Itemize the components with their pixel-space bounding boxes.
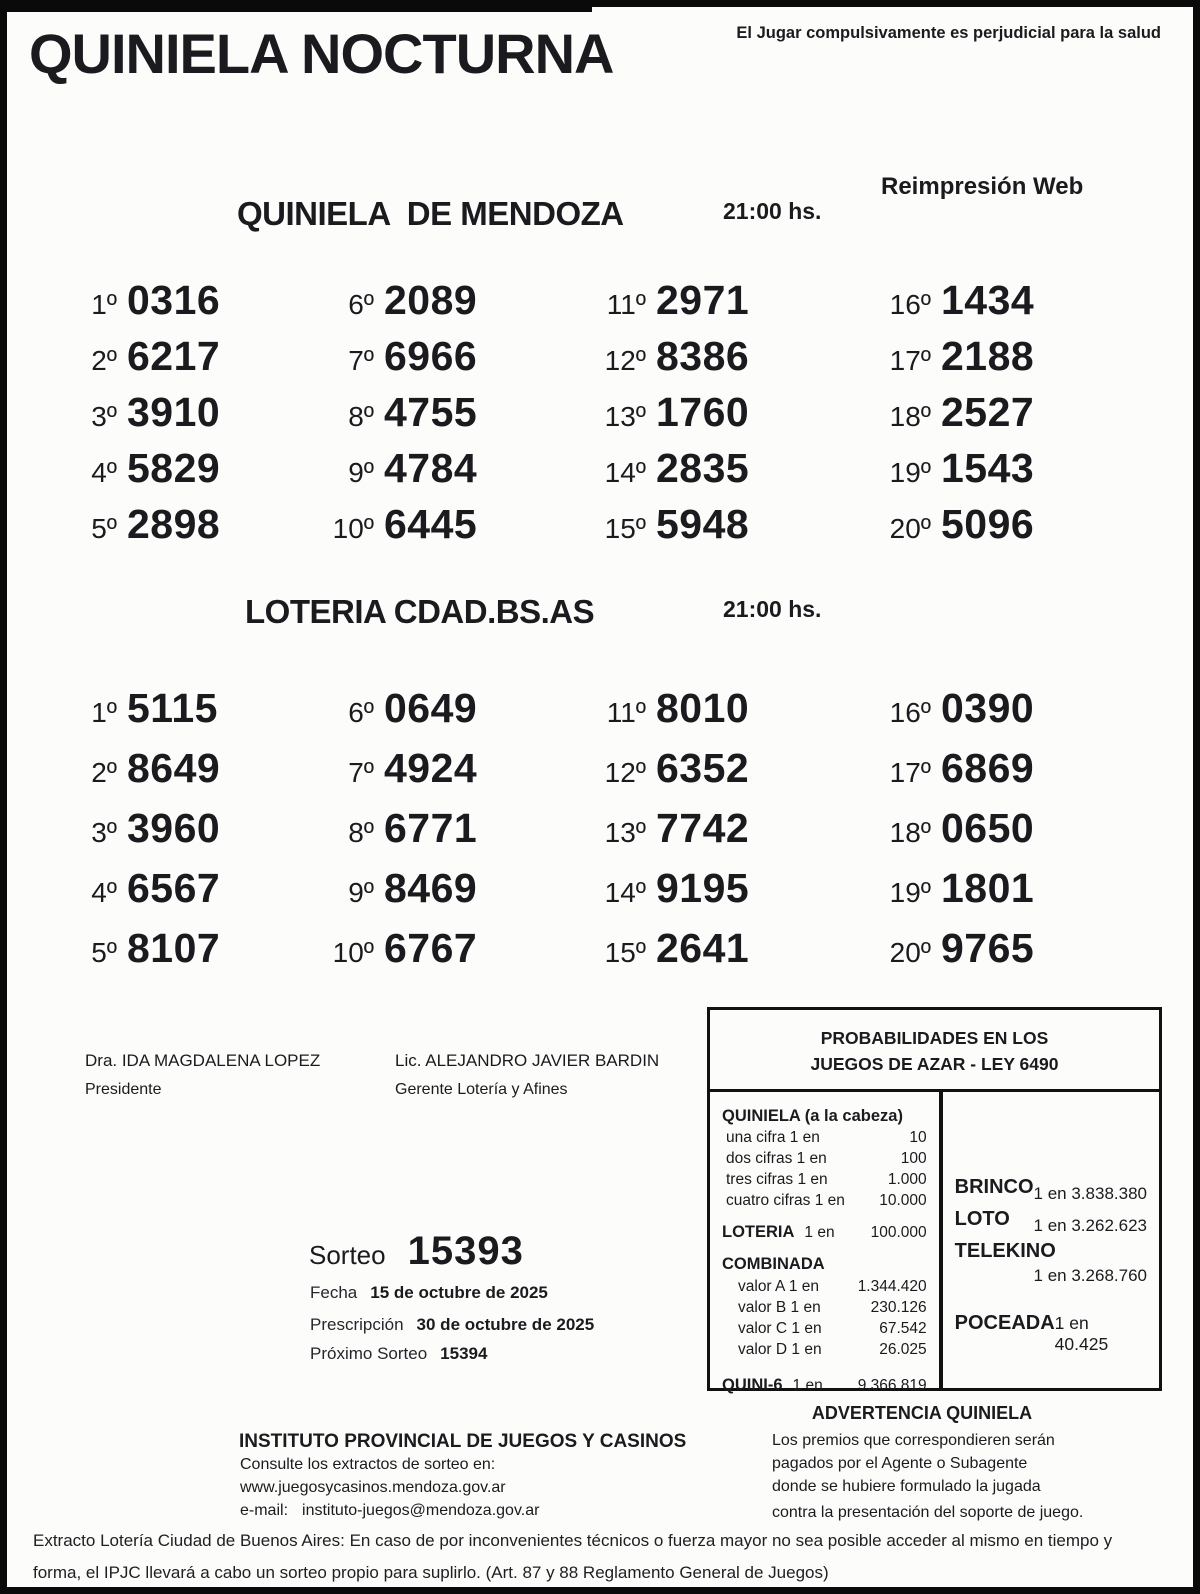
odds-value: 100 (900, 1150, 927, 1167)
odds-value: 1.344.420 (857, 1278, 927, 1295)
result-cell (584, 801, 869, 861)
result-cell (869, 497, 1034, 553)
quini6-value: 9.366.819 (857, 1377, 927, 1394)
section-title-caba: LOTERIA CDAD.BS.AS (245, 593, 595, 630)
combinada-rows (722, 1276, 927, 1360)
section-time-mendoza: 21:00 hs. (723, 198, 822, 224)
reprint-web-label: Reimpresión Web (881, 173, 1084, 200)
section-title-mendoza: QUINIELA DE MENDOZA (237, 195, 624, 232)
probabilities-title-line1: PROBABILIDADES EN LOS (820, 1028, 1049, 1048)
game-name: BRINCO (954, 1176, 1034, 1198)
official-name: Lic. ALEJANDRO JAVIER BARDIN (395, 1051, 660, 1070)
result-position: 2º (91, 757, 117, 788)
result-position: 3º (91, 401, 117, 432)
game-name: TELEKINO (954, 1240, 1056, 1262)
result-number: 0316 (127, 277, 221, 323)
result-number: 1760 (656, 389, 750, 435)
result-cell (312, 497, 584, 553)
odds-label: valor B 1 en (738, 1299, 821, 1316)
draw-date-row (310, 1283, 548, 1303)
proximo-sorteo-label: Próximo Sorteo (310, 1344, 428, 1363)
result-number: 6771 (384, 805, 478, 851)
draw-prescription-row (310, 1315, 594, 1335)
odds-value: 10.000 (879, 1192, 927, 1209)
probabilities-right-column (943, 1092, 1159, 1388)
probabilities-box (707, 1007, 1162, 1394)
advertencia-line: Los premios que correspondieren serán (772, 1432, 1055, 1449)
sorteo-number: 15393 (407, 1229, 524, 1273)
official-role: Presidente (85, 1081, 162, 1098)
result-number: 2089 (384, 277, 478, 323)
result-number: 1434 (941, 277, 1035, 323)
result-number: 9765 (941, 925, 1035, 971)
loteria-mid: 1 en (804, 1224, 835, 1241)
result-cell (584, 385, 869, 441)
result-number: 5948 (656, 501, 750, 547)
result-number: 9195 (656, 865, 750, 911)
result-number: 8649 (127, 745, 221, 791)
official-name: Dra. IDA MAGDALENA LOPEZ (85, 1051, 321, 1070)
result-number: 6767 (384, 925, 478, 971)
result-cell (312, 441, 584, 497)
result-number: 5096 (941, 501, 1035, 547)
result-number: 8469 (384, 865, 478, 911)
quiniela-rows (722, 1127, 927, 1211)
result-number: 4784 (384, 445, 478, 491)
result-position: 19º (889, 877, 931, 908)
result-cell (584, 273, 869, 329)
result-cell (312, 801, 584, 861)
result-position: 20º (889, 513, 931, 544)
institute-email: instituto-juegos@mendoza.gov.ar (302, 1502, 540, 1519)
combinada-header: COMBINADA (722, 1255, 825, 1273)
results-grid-mendoza (55, 273, 1034, 553)
result-number: 2971 (656, 277, 750, 323)
result-number: 1801 (941, 865, 1035, 911)
result-number: 5829 (127, 445, 221, 491)
odds-label: dos cifras 1 en (726, 1150, 827, 1167)
result-cell (584, 921, 869, 981)
next-draw-row (310, 1344, 487, 1364)
result-cell (312, 385, 584, 441)
result-cell (584, 741, 869, 801)
result-number: 2188 (941, 333, 1035, 379)
institute-name: INSTITUTO PROVINCIAL DE JUEGOS Y CASINOS (239, 1431, 687, 1452)
result-position: 14º (604, 457, 646, 488)
quini6-odds-row (722, 1376, 927, 1395)
probabilities-left-column (710, 1092, 943, 1394)
result-position: 5º (91, 937, 117, 968)
odds-value: 67.542 (879, 1320, 927, 1337)
sorteo-label: Sorteo (309, 1240, 386, 1270)
result-cell (584, 329, 869, 385)
odds-label: una cifra 1 en (726, 1129, 820, 1146)
result-position: 18º (889, 401, 931, 432)
result-number: 6567 (127, 865, 221, 911)
result-number: 7742 (656, 805, 750, 851)
result-cell (312, 741, 584, 801)
result-position: 11º (606, 697, 646, 728)
advertencia-line: pagados por el Agente o Subagente (772, 1455, 1028, 1472)
game-odds-row (954, 1208, 1149, 1235)
game-name: LOTO (954, 1208, 1010, 1230)
result-cell (55, 861, 312, 921)
result-cell (55, 273, 312, 329)
result-number: 4924 (384, 745, 478, 791)
advertencia-line: donde se hubiere formulado la jugada (772, 1478, 1041, 1495)
result-position: 17º (889, 345, 931, 376)
game-name: POCEADA (954, 1312, 1055, 1334)
odds-value: 1.000 (887, 1171, 927, 1188)
result-number: 6352 (656, 745, 750, 791)
odds-row (722, 1318, 927, 1339)
game-odds (955, 1240, 1149, 1286)
game-odds (954, 1208, 1149, 1235)
draw-number-row (309, 1229, 524, 1274)
advertencia-title: ADVERTENCIA QUINIELA (811, 1403, 1033, 1423)
odds-row (722, 1127, 927, 1148)
institute-email-row (240, 1502, 539, 1520)
result-position: 6º (348, 697, 374, 728)
game-odds (955, 1312, 1149, 1355)
result-position: 9º (348, 877, 374, 908)
result-number: 8107 (127, 925, 221, 971)
result-cell (869, 385, 1034, 441)
page-title: QUINIELA NOCTURNA (29, 22, 614, 85)
result-position: 19º (889, 457, 931, 488)
email-label: e-mail: (240, 1502, 289, 1519)
odds-value: 10 (909, 1129, 927, 1146)
result-number: 3910 (127, 389, 221, 435)
result-position: 11º (606, 289, 646, 320)
result-number: 2835 (656, 445, 750, 491)
result-cell (869, 329, 1034, 385)
result-cell (312, 329, 584, 385)
odds-row (722, 1190, 927, 1211)
game-odds-row (954, 1176, 1149, 1203)
result-position: 12º (604, 345, 646, 376)
result-cell (869, 681, 1034, 741)
result-cell (55, 329, 312, 385)
result-cell (869, 741, 1034, 801)
result-cell (584, 441, 869, 497)
footer-note-line1: Extracto Lotería Ciudad de Buenos Aires: En caso de por inconvenientes técnicos o fuerza mayor no sea posible acceder al mismo en tiempo y (33, 1531, 1113, 1550)
odds-row (722, 1297, 927, 1318)
institute-website: www.juegosycasinos.mendoza.gov.ar (240, 1479, 506, 1496)
loteria-odds-row (722, 1223, 927, 1242)
result-cell (55, 741, 312, 801)
odds-row (722, 1169, 927, 1190)
advertencia-line: contra la presentación del soporte de juego. (772, 1504, 1084, 1521)
odds-value: 26.025 (879, 1341, 927, 1358)
result-cell (869, 801, 1034, 861)
quiniela-header: QUINIELA (a la cabeza) (722, 1107, 903, 1125)
result-position: 9º (348, 457, 374, 488)
result-number: 4755 (384, 389, 478, 435)
result-cell (312, 681, 584, 741)
result-number: 5115 (127, 685, 218, 731)
result-cell (584, 681, 869, 741)
proximo-sorteo-value: 15394 (440, 1344, 488, 1363)
result-cell (55, 441, 312, 497)
result-cell (869, 441, 1034, 497)
advertencia-text (772, 1429, 1102, 1524)
game-odds-value: 1 en 40.425 (1054, 1313, 1109, 1354)
result-cell (55, 801, 312, 861)
result-number: 3960 (127, 805, 221, 851)
result-position: 8º (348, 401, 374, 432)
result-position: 4º (91, 877, 117, 908)
prescripcion-value: 30 de octubre de 2025 (416, 1315, 595, 1334)
result-position: 16º (889, 289, 931, 320)
odds-value: 230.126 (870, 1299, 927, 1316)
result-position: 6º (348, 289, 374, 320)
result-cell (869, 273, 1034, 329)
result-number: 0649 (384, 685, 478, 731)
odds-row (722, 1276, 927, 1297)
result-position: 4º (91, 457, 117, 488)
result-position: 16º (889, 697, 931, 728)
result-cell (312, 273, 584, 329)
result-position: 1º (91, 289, 117, 320)
result-position: 18º (889, 817, 931, 848)
result-position: 13º (604, 817, 646, 848)
odds-label: tres cifras 1 en (726, 1171, 828, 1188)
game-odds-value: 1 en 3.268.760 (1033, 1266, 1147, 1285)
fecha-label: Fecha (310, 1283, 358, 1302)
odds-label: valor A 1 en (738, 1278, 820, 1295)
probabilities-body (710, 1092, 1159, 1394)
result-position: 5º (91, 513, 117, 544)
result-position: 2º (91, 345, 117, 376)
quini6-label: QUINI-6 (722, 1376, 783, 1394)
result-cell (584, 861, 869, 921)
result-number: 8010 (656, 685, 750, 731)
odds-label: valor D 1 en (738, 1341, 822, 1358)
result-position: 7º (348, 345, 374, 376)
results-grid-caba (55, 681, 1034, 981)
result-position: 3º (91, 817, 117, 848)
result-number: 2527 (941, 389, 1035, 435)
result-number: 0650 (941, 805, 1035, 851)
result-number: 6966 (384, 333, 478, 379)
result-position: 7º (348, 757, 374, 788)
game-odds-value: 1 en 3.262.623 (1033, 1216, 1147, 1235)
result-cell (55, 921, 312, 981)
result-position: 17º (889, 757, 931, 788)
result-number: 2898 (127, 501, 221, 547)
probabilities-title-line2: JUEGOS DE AZAR - LEY 6490 (810, 1054, 1059, 1074)
loteria-label: LOTERIA (722, 1223, 795, 1241)
result-position: 8º (348, 817, 374, 848)
game-odds-value: 1 en 3.838.380 (1033, 1184, 1147, 1203)
probabilities-title (710, 1010, 1159, 1092)
result-cell (55, 497, 312, 553)
odds-row (722, 1148, 927, 1169)
result-position: 15º (604, 513, 646, 544)
institute-intro: Consulte los extractos de sorteo en: (240, 1456, 496, 1473)
odds-row (722, 1339, 927, 1360)
result-cell (312, 921, 584, 981)
result-cell (55, 385, 312, 441)
result-number: 8386 (656, 333, 750, 379)
top-border-accent (0, 0, 592, 12)
result-position: 10º (332, 513, 374, 544)
fecha-value: 15 de octubre de 2025 (370, 1283, 548, 1302)
section-time-caba: 21:00 hs. (723, 596, 822, 622)
result-number: 2641 (656, 925, 750, 971)
loteria-value: 100.000 (870, 1224, 927, 1241)
footer-note-line2: forma, el IPJC llevará a cabo un sorteo propio para suplirlo. (Art. 87 y 88 Reglamento General de Juegos) (33, 1563, 829, 1582)
prescripcion-label: Prescripción (310, 1315, 404, 1334)
result-cell (869, 921, 1034, 981)
game-odds (954, 1176, 1149, 1203)
result-cell (312, 861, 584, 921)
result-position: 1º (91, 697, 117, 728)
result-position: 10º (332, 937, 374, 968)
result-position: 13º (604, 401, 646, 432)
result-number: 0390 (941, 685, 1035, 731)
health-warning: El Jugar compulsivamente es perjudicial para la salud (736, 24, 1161, 42)
official-role: Gerente Lotería y Afines (395, 1081, 568, 1098)
result-cell (584, 497, 869, 553)
result-position: 20º (889, 937, 931, 968)
result-position: 14º (604, 877, 646, 908)
result-position: 12º (604, 757, 646, 788)
odds-label: cuatro cifras 1 en (726, 1192, 845, 1209)
quini6-mid: 1 en (792, 1377, 823, 1394)
result-number: 6869 (941, 745, 1035, 791)
result-cell (55, 681, 312, 741)
result-number: 6445 (384, 501, 478, 547)
result-position: 15º (604, 937, 646, 968)
result-number: 6217 (127, 333, 221, 379)
result-number: 1543 (941, 445, 1035, 491)
result-cell (869, 861, 1034, 921)
odds-label: valor C 1 en (738, 1320, 822, 1337)
